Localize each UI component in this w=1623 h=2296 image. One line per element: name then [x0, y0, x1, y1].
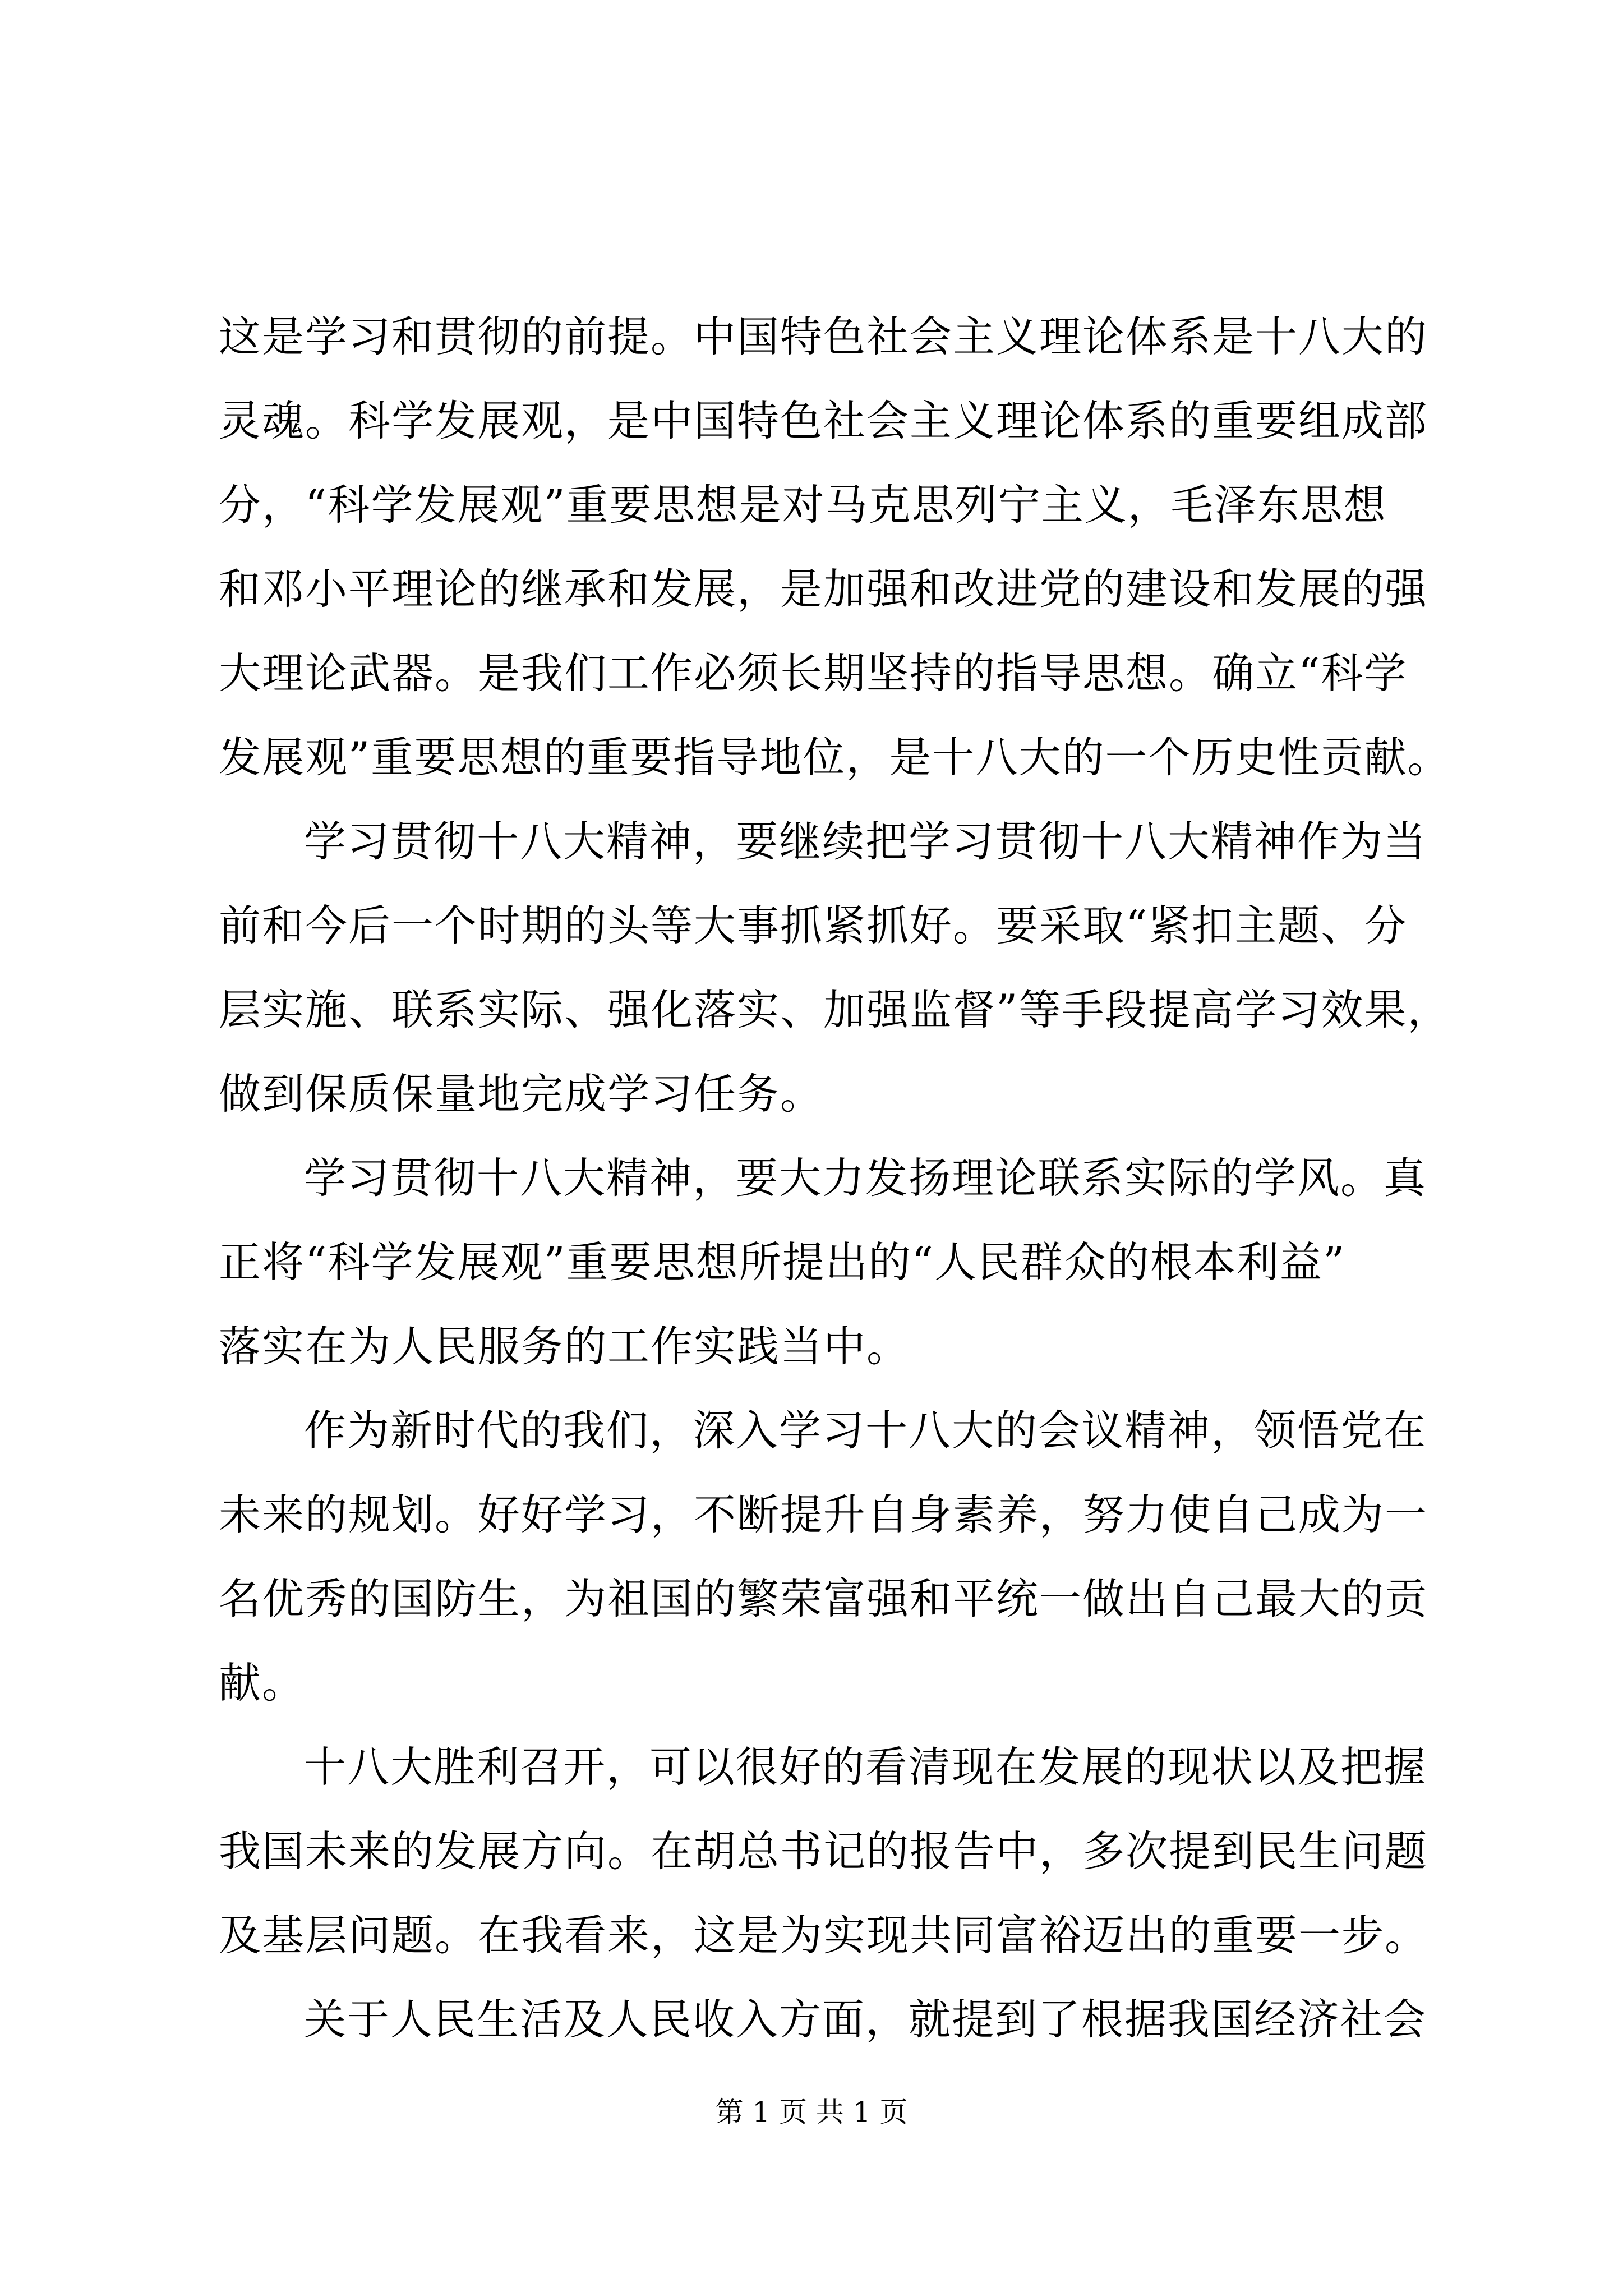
text-line: 未来的规划。好好学习，不断提升自身素养，努力使自己成为一 — [219, 1490, 1428, 1539]
page-footer — [0, 2095, 1623, 2129]
text-line: 层实施、联系实际、强化落实、加强监督”等手段提高学习效果， — [219, 985, 1451, 1034]
paragraph-first-line: 学习贯彻十八大精神，要大力发扬理论联系实际的学风。真 — [304, 1153, 1427, 1203]
text-line: 这是学习和贯彻的前提。中国特色社会主义理论体系是十八大的 — [219, 312, 1428, 361]
text-line: 我国未来的发展方向。在胡总书记的报告中，多次提到民生问题 — [219, 1826, 1428, 1876]
text-line: 分，“科学发展观”重要思想是对马克思列宁主义，毛泽东思想 — [219, 480, 1387, 530]
paragraph-first-line: 学习贯彻十八大精神，要继续把学习贯彻十八大精神作为当 — [304, 817, 1427, 866]
text-line: 做到保质保量地完成学习任务。 — [219, 1069, 824, 1119]
text-line: 名优秀的国防生，为祖国的繁荣富强和平统一做出自己最大的贡 — [219, 1574, 1428, 1623]
text-line: 及基层问题。在我看来，这是为实现共同富裕迈出的重要一步。 — [219, 1911, 1428, 1960]
paragraph-first-line: 作为新时代的我们，深入学习十八大的会议精神，领悟党在 — [304, 1406, 1427, 1455]
document-body — [219, 295, 1451, 2062]
paragraph-first-line: 十八大胜利召开，可以很好的看清现在发展的现状以及把握 — [304, 1742, 1427, 1792]
text-line: 灵魂。科学发展观，是中国特色社会主义理论体系的重要组成部 — [219, 396, 1428, 445]
text-line: 落实在为人民服务的工作实践当中。 — [219, 1322, 910, 1371]
paragraph-first-line: 关于人民生活及人民收入方面，就提到了根据我国经济社会 — [304, 1995, 1427, 2044]
text-line: 正将“科学发展观”重要思想所提出的“人民群众的根本利益” — [219, 1237, 1346, 1287]
text-line: 和邓小平理论的继承和发展，是加强和改进党的建设和发展的强 — [219, 564, 1428, 614]
text-line: 大理论武器。是我们工作必须长期坚持的指导思想。确立“科学 — [219, 648, 1408, 698]
page-number-indicator: 第 1 页 共 1 页 — [715, 2096, 908, 2128]
text-line: 前和今后一个时期的头等大事抓紧抓好。要采取“紧扣主题、分 — [219, 901, 1408, 950]
text-line: 发展观”重要思想的重要指导地位，是十八大的一个历史性贡献。 — [219, 733, 1451, 782]
text-line: 献。 — [219, 1658, 306, 1708]
